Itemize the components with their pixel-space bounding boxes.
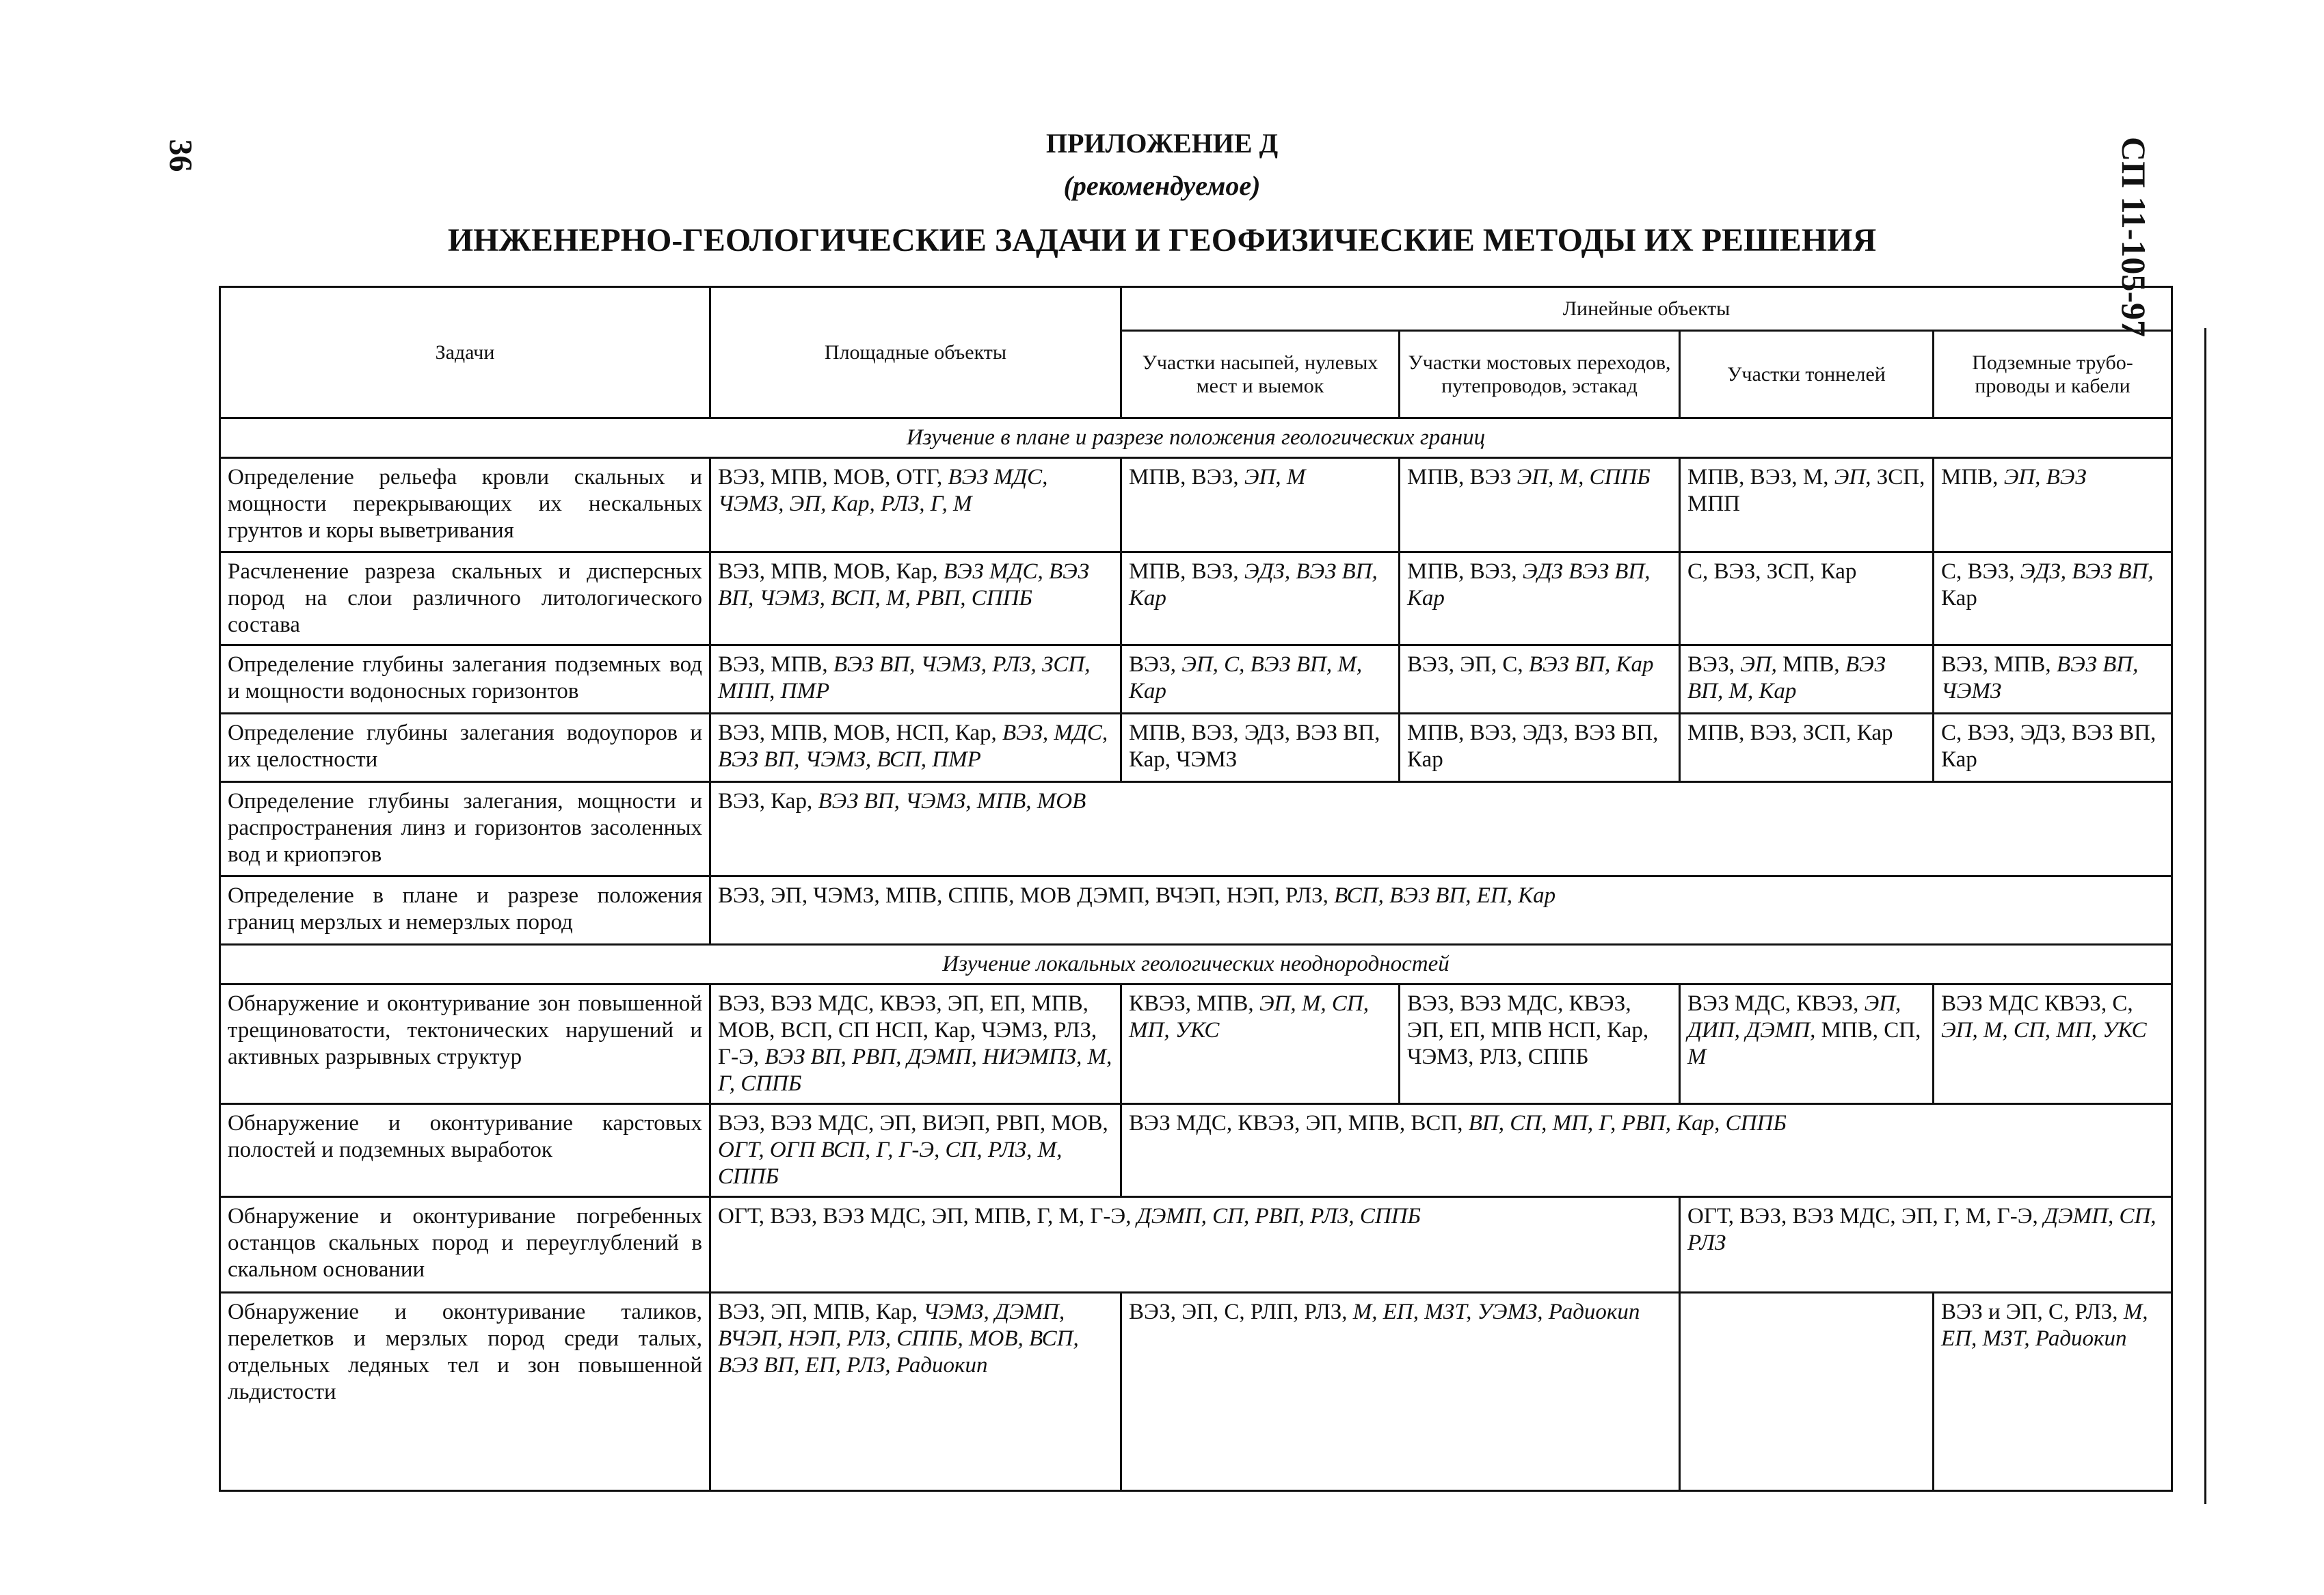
tunnel-methods-cell: МПВ, ВЭЗ, М, ЭП, ЗСП, МПП [1680, 458, 1934, 552]
section-heading: Изучение локальных геологических неоднородностей [220, 945, 2172, 984]
document-code: СП 11-105-97 [2115, 137, 2153, 338]
header-pipelines: Подземные трубопроводы и кабели [1934, 331, 2172, 418]
section-heading: Изучение в плане и разрезе положения геологических границ [220, 418, 2172, 458]
task-cell: Обнаружение и оконтуривание зон повышенной трещиноватости, тектонических нарушений и активных разрывных структур [220, 984, 710, 1104]
bridge-methods-cell: МПВ, ВЭЗ ЭП, М, СППБ [1400, 458, 1680, 552]
bridge-methods-cell: МПВ, ВЭЗ, ЭДЗ ВЭЗ ВП, Кар [1400, 552, 1680, 645]
embankment-methods-cell: МПВ, ВЭЗ, ЭДЗ, ВЭЗ ВП, Кар [1121, 552, 1400, 645]
linear-objects-methods-cell: ВЭЗ МДС, КВЭЗ, ЭП, МПВ, ВСП, ВП, СП, МП, Г, РВП, Кар, СППБ [1121, 1104, 2172, 1197]
task-cell: Определение рельефа кровли скальных и мощности перекрывающих их нескальных грунтов и коры выветривания [220, 458, 710, 552]
pipeline-methods-cell: С, ВЭЗ, ЭДЗ, ВЭЗ ВП, Кар [1934, 552, 2172, 645]
area-methods-cell: ВЭЗ, ВЭЗ МДС, КВЭЗ, ЭП, ЕП, МПВ, МОВ, ВСП, СП НСП, Кар, ЧЭМЗ, РЛЗ, Г-Э, ВЭЗ ВП, РВП, ДЭМП, НИЭМПЗ, М, Г, СППБ [710, 984, 1121, 1104]
pipeline-methods-cell: ВЭЗ МДС КВЭЗ, С, ЭП, М, СП, МП, УКС [1934, 984, 2172, 1104]
area-methods-cell: ВЭЗ, ЭП, МПВ, Кар, ЧЭМЗ, ДЭМП, ВЧЭП, НЭП, РЛЗ, СППБ, МОВ, ВСП, ВЭЗ ВП, ЕП, РЛЗ, Радиокип [710, 1293, 1121, 1491]
header-embankments: Участки насыпей, нулевых мест и выемок [1121, 331, 1400, 418]
header-tasks: Задачи [220, 287, 710, 418]
embankment-methods-cell: МПВ, ВЭЗ, ЭДЗ, ВЭЗ ВП, Кар, ЧЭМЗ [1121, 714, 1400, 782]
all-objects-methods-cell: ВЭЗ, ЭП, ЧЭМЗ, МПВ, СППБ, МОВ ДЭМП, ВЧЭП, НЭП, РЛЗ, ВСП, ВЭЗ ВП, ЕП, Кар [710, 876, 2172, 945]
appendix-label: ПРИЛОЖЕНИЕ Д [1045, 128, 1279, 159]
page-title: ИНЖЕНЕРНО-ГЕОЛОГИЧЕСКИЕ ЗАДАЧИ И ГЕОФИЗИЧЕСКИЕ МЕТОДЫ ИХ РЕШЕНИЯ [447, 222, 1877, 258]
pipeline-methods-cell: МПВ, ЭП, ВЭЗ [1934, 458, 2172, 552]
embankment-methods-cell: ВЭЗ, ЭП, С, ВЭЗ ВП, М, Кар [1121, 645, 1400, 714]
embankment-bridge-methods-cell: ВЭЗ, ЭП, С, РЛП, РЛЗ, М, ЕП, МЗТ, УЭМЗ, Радиокип [1121, 1293, 1680, 1491]
pipeline-methods-cell: ВЭЗ и ЭП, С, РЛЗ, М, ЕП, МЗТ, Радиокип [1934, 1293, 2172, 1491]
tunnel-pipeline-methods-cell: ОГТ, ВЭЗ, ВЭЗ МДС, ЭП, Г, М, Г-Э, ДЭМП, СП, РЛЗ [1680, 1197, 2172, 1293]
appendix-status: (рекомендуемое) [1063, 170, 1261, 201]
task-cell: Обнаружение и оконтуривание карстовых полостей и подземных выработок [220, 1104, 710, 1197]
tunnel-methods-cell: ВЭЗ МДС, КВЭЗ, ЭП, ДИП, ДЭМП, МПВ, СП, М [1680, 984, 1934, 1104]
task-cell: Обнаружение и оконтуривание погребенных останцов скальных пород и переуглублений в скальном основании [220, 1197, 710, 1293]
task-cell: Расчленение разреза скальных и дисперсных пород на слои различного литологического состава [220, 552, 710, 645]
task-cell: Определение глубины залегания, мощности и распространения линз и горизонтов засоленных вод и криопэгов [220, 782, 710, 876]
page-number: 36 [162, 139, 199, 172]
task-cell: Определение глубины залегания подземных вод и мощности водоносных горизонтов [220, 645, 710, 714]
task-cell: Определение в плане и разрезе положения границ мерзлых и немерзлых пород [220, 876, 710, 945]
all-objects-methods-cell: ВЭЗ, Кар, ВЭЗ ВП, ЧЭМЗ, МПВ, МОВ [710, 782, 2172, 876]
header-tunnels: Участки тоннелей [1680, 331, 1934, 418]
embankment-methods-cell: КВЭЗ, МПВ, ЭП, М, СП, МП, УКС [1121, 984, 1400, 1104]
area-methods-cell: ВЭЗ, МПВ, МОВ, НСП, Кар, ВЭЗ, МДС, ВЭЗ ВП, ЧЭМЗ, ВСП, ПМР [710, 714, 1121, 782]
task-cell: Определение глубины залегания водоупоров и их целостности [220, 714, 710, 782]
area-methods-cell: ВЭЗ, МПВ, МОВ, ОТГ, ВЭЗ МДС, ЧЭМЗ, ЭП, Кар, РЛЗ, Г, М [710, 458, 1121, 552]
header-linear-objects: Линейные объекты [1121, 287, 2172, 331]
area-methods-cell: ВЭЗ, МПВ, МОВ, Кар, ВЭЗ МДС, ВЭЗ ВП, ЧЭМЗ, ВСП, М, РВП, СППБ [710, 552, 1121, 645]
task-cell: Обнаружение и оконтуривание таликов, перелетков и мерзлых пород среди талых, отдельных ледяных тел и зон повышенной льдистости [220, 1293, 710, 1491]
bridge-methods-cell: МПВ, ВЭЗ, ЭДЗ, ВЭЗ ВП, Кар [1400, 714, 1680, 782]
header-bridges: Участки мостовых переходов, путепроводов, эстакад [1400, 331, 1680, 418]
bridge-methods-cell: ВЭЗ, ВЭЗ МДС, КВЭЗ, ЭП, ЕП, МПВ НСП, Кар, ЧЭМЗ, РЛЗ, СППБ [1400, 984, 1680, 1104]
area-methods-cell: ВЭЗ, ВЭЗ МДС, ЭП, ВИЭП, РВП, МОВ, ОГТ, ОГП ВСП, Г, Г-Э, СП, РЛЗ, М, СППБ [710, 1104, 1121, 1197]
bridge-methods-cell: ВЭЗ, ЭП, С, ВЭЗ ВП, Кар [1400, 645, 1680, 714]
area-methods-cell: ВЭЗ, МПВ, ВЭЗ ВП, ЧЭМЗ, РЛЗ, ЗСП, МПП, ПМР [710, 645, 1121, 714]
tunnel-methods-cell: С, ВЭЗ, ЗСП, Кар [1680, 552, 1934, 645]
tunnel-methods-cell: МПВ, ВЭЗ, ЗСП, Кар [1680, 714, 1934, 782]
methods-table [219, 286, 2173, 1492]
pipeline-methods-cell: С, ВЭЗ, ЭДЗ, ВЭЗ ВП, Кар [1934, 714, 2172, 782]
tunnel-methods-cell [1680, 1293, 1934, 1491]
margin-rule [2204, 328, 2206, 1504]
area-and-linear-methods-cell: ОГТ, ВЭЗ, ВЭЗ МДС, ЭП, МПВ, Г, М, Г-Э, ДЭМП, СП, РВП, РЛЗ, СППБ [710, 1197, 1680, 1293]
tunnel-methods-cell: ВЭЗ, ЭП, МПВ, ВЭЗ ВП, М, Кар [1680, 645, 1934, 714]
pipeline-methods-cell: ВЭЗ, МПВ, ВЭЗ ВП, ЧЭМЗ [1934, 645, 2172, 714]
embankment-methods-cell: МПВ, ВЭЗ, ЭП, М [1121, 458, 1400, 552]
header-area-objects: Площадные объекты [710, 287, 1121, 418]
